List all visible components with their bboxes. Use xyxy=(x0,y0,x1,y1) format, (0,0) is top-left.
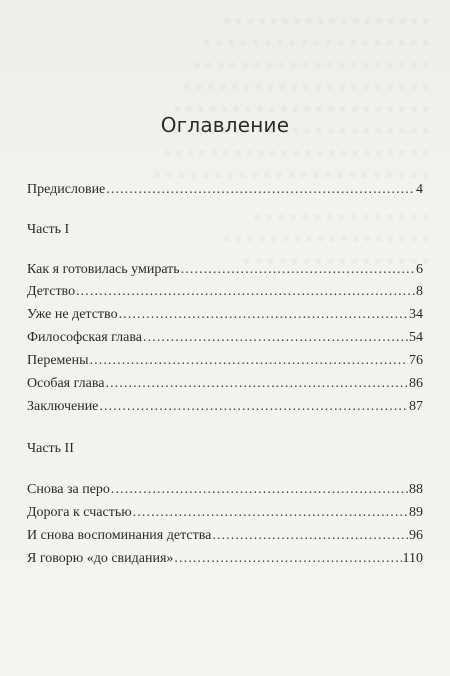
toc-entry[interactable] xyxy=(27,262,423,280)
toc-entry-page: 87 xyxy=(409,399,423,414)
toc-entry-label: Как я готовилась умирать xyxy=(27,262,180,277)
toc-entry-page: 96 xyxy=(409,528,423,543)
toc-entry[interactable] xyxy=(27,330,423,348)
part-heading-2: Часть II xyxy=(27,441,74,456)
dot-leader xyxy=(143,330,408,346)
toc-entry[interactable] xyxy=(27,353,423,371)
toc-entry-page: 88 xyxy=(409,482,423,497)
dot-leader xyxy=(99,399,408,415)
dot-leader xyxy=(90,353,408,369)
part-heading-1: Часть I xyxy=(27,222,70,237)
toc-entry-page: 34 xyxy=(409,307,423,322)
toc-entry-label: И снова воспоминания детства xyxy=(27,528,212,543)
dot-leader xyxy=(111,482,408,498)
dot-leader xyxy=(212,528,408,544)
toc-entry-page: 4 xyxy=(416,182,423,197)
toc-entry[interactable] xyxy=(27,376,423,394)
toc-title: Оглавление xyxy=(160,113,290,137)
toc-entry-label: Предисловие xyxy=(27,182,106,197)
toc-entry[interactable] xyxy=(27,284,423,302)
toc-entry-label: Заключение xyxy=(27,399,99,414)
toc-entry-label: Уже не детство xyxy=(27,307,118,322)
dot-leader xyxy=(105,376,408,392)
toc-entry[interactable] xyxy=(27,482,423,500)
toc-entry-label: Особая глава xyxy=(27,376,105,391)
toc-entry-label: Перемены xyxy=(27,353,89,368)
toc-entry-page: 8 xyxy=(416,284,423,299)
toc-entry-label: Философская глава xyxy=(27,330,143,345)
toc-entry-label: Детство xyxy=(27,284,76,299)
toc-entry-label: Снова за перо xyxy=(27,482,110,497)
toc-entry[interactable] xyxy=(27,399,423,417)
toc-entry-page: 110 xyxy=(402,551,423,566)
toc-entry[interactable] xyxy=(27,307,423,325)
toc-entry-page: 89 xyxy=(409,505,423,520)
toc-entry-page: 6 xyxy=(416,262,423,277)
toc-entry-page: 86 xyxy=(409,376,423,391)
dot-leader xyxy=(133,505,408,521)
toc-entry-label: Я говорю «до свидания» xyxy=(27,551,174,566)
toc-entry[interactable] xyxy=(27,528,423,546)
toc-entry-page: 54 xyxy=(409,330,423,345)
dot-leader xyxy=(119,307,408,323)
toc-entry-label: Дорога к счастью xyxy=(27,505,132,520)
bleed-through-text xyxy=(24,14,434,294)
dot-leader xyxy=(76,284,415,300)
dot-leader xyxy=(181,262,415,278)
toc-entry-preface[interactable] xyxy=(27,182,423,200)
toc-entry[interactable] xyxy=(27,505,423,523)
toc-entry[interactable] xyxy=(27,551,423,569)
dot-leader xyxy=(174,551,401,567)
toc-entry-page: 76 xyxy=(409,353,423,368)
dot-leader xyxy=(106,182,415,198)
